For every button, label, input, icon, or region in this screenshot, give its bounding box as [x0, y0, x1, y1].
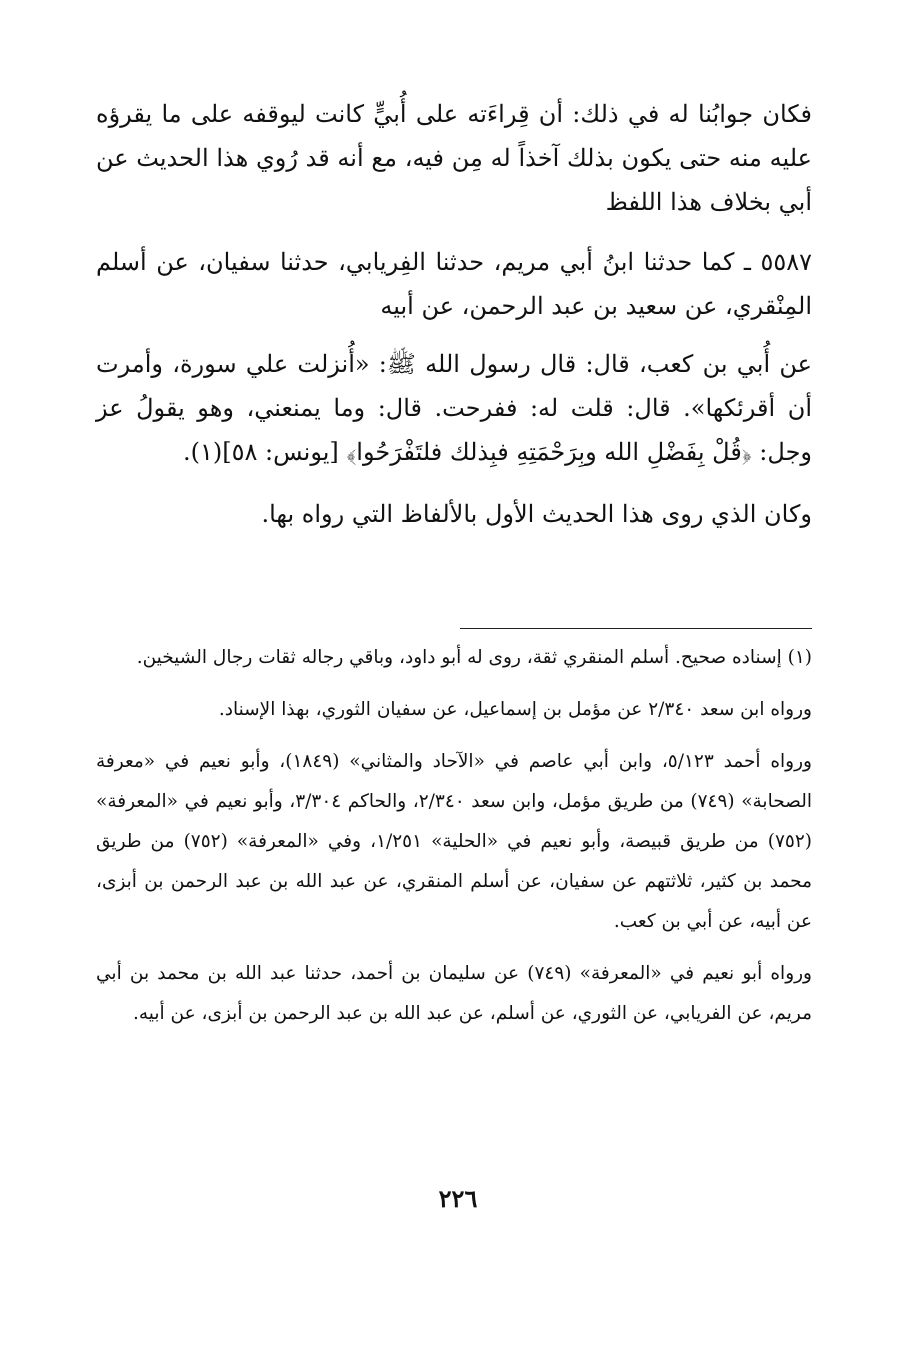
footnote-paragraph: ورواه أحمد ٥/١٢٣، وابن أبي عاصم في «الآحاد والمثاني» (١٨٤٩)، وأبو نعيم في «معرفة الصحابة» (٧٤٩) من طريق مؤمل، وابن سعد ٢/٣٤٠، والحاكم ٣/٣٠٤، وأبو نعيم في «المعرفة» (٧٥٢) من طريق قبيصة، وأبو نعيم في «الحلية» ١/٢٥١، وفي «المعرفة» (٧٥٢) من طريق محمد بن كثير، ثلاثتهم عن سفيان، عن أسلم المنقري، عن عبد الله بن عبد الرحمن بن أبزى، عن أبيه، عن أبي بن كعب.: [96, 751, 812, 932]
footnote-paragraph: ورواه أبو نعيم في «المعرفة» (٧٤٩) عن سليمان بن أحمد، حدثنا عبد الله بن محمد بن أبي مريم، عن الفريابي، عن الثوري، عن أسلم، عن عبد الله بن عبد الرحمن بن أبزى، عن أبيه.: [96, 963, 812, 1024]
main-paragraph: فكان جوابُنا له في ذلك: أن قِراءَته على أُبيٍّ كانت ليوقفه على ما يقرؤه عليه منه حتى يكون بذلك آخذاً له مِن فيه، مع أنه قد رُوي هذا الحديث عن أبي بخلاف هذا اللفظ: [96, 100, 813, 216]
footnote-paragraph: (١) إسناده صحيح. أسلم المنقري ثقة، روى له أبو داود، وباقي رجاله ثقات رجال الشيخين.: [136, 647, 812, 668]
footnotes: [96, 638, 812, 1046]
footnote-paragraph: ورواه ابن سعد ٢/٣٤٠ عن مؤمل بن إسماعيل، عن سفيان الثوري، بهذا الإسناد.: [218, 699, 812, 720]
page-number: ٢٢٦: [438, 1184, 478, 1213]
hadith-isnad: ٥٥٨٧ ـ كما حدثنا ابنُ أبي مريم، حدثنا الفِريابي، حدثنا سفيان، عن أسلم المِنْقري، عن سعيد بن عبد الرحمن، عن أبيه: [96, 248, 812, 320]
main-paragraph-closing: وكان الذي روى هذا الحديث الأول بالألفاظ التي رواه بها.: [261, 500, 812, 528]
main-text: [96, 92, 812, 536]
hadith-matn: عن أُبي بن كعب، قال: قال رسول الله ﷺ: «أُنزلت علي سورة، وأمرت أن أقرئكها». قال: قلت له: ففرحت. قال: وما يمنعني، وهو يقولُ عز وجل: ﴿قُلْ بِفَضْلِ الله وبِرَحْمَتِهِ فبِذلك فلتَفْرَحُوا﴾ [يونس: ٥٨](١).: [96, 350, 812, 466]
footnote-divider: [460, 628, 812, 629]
